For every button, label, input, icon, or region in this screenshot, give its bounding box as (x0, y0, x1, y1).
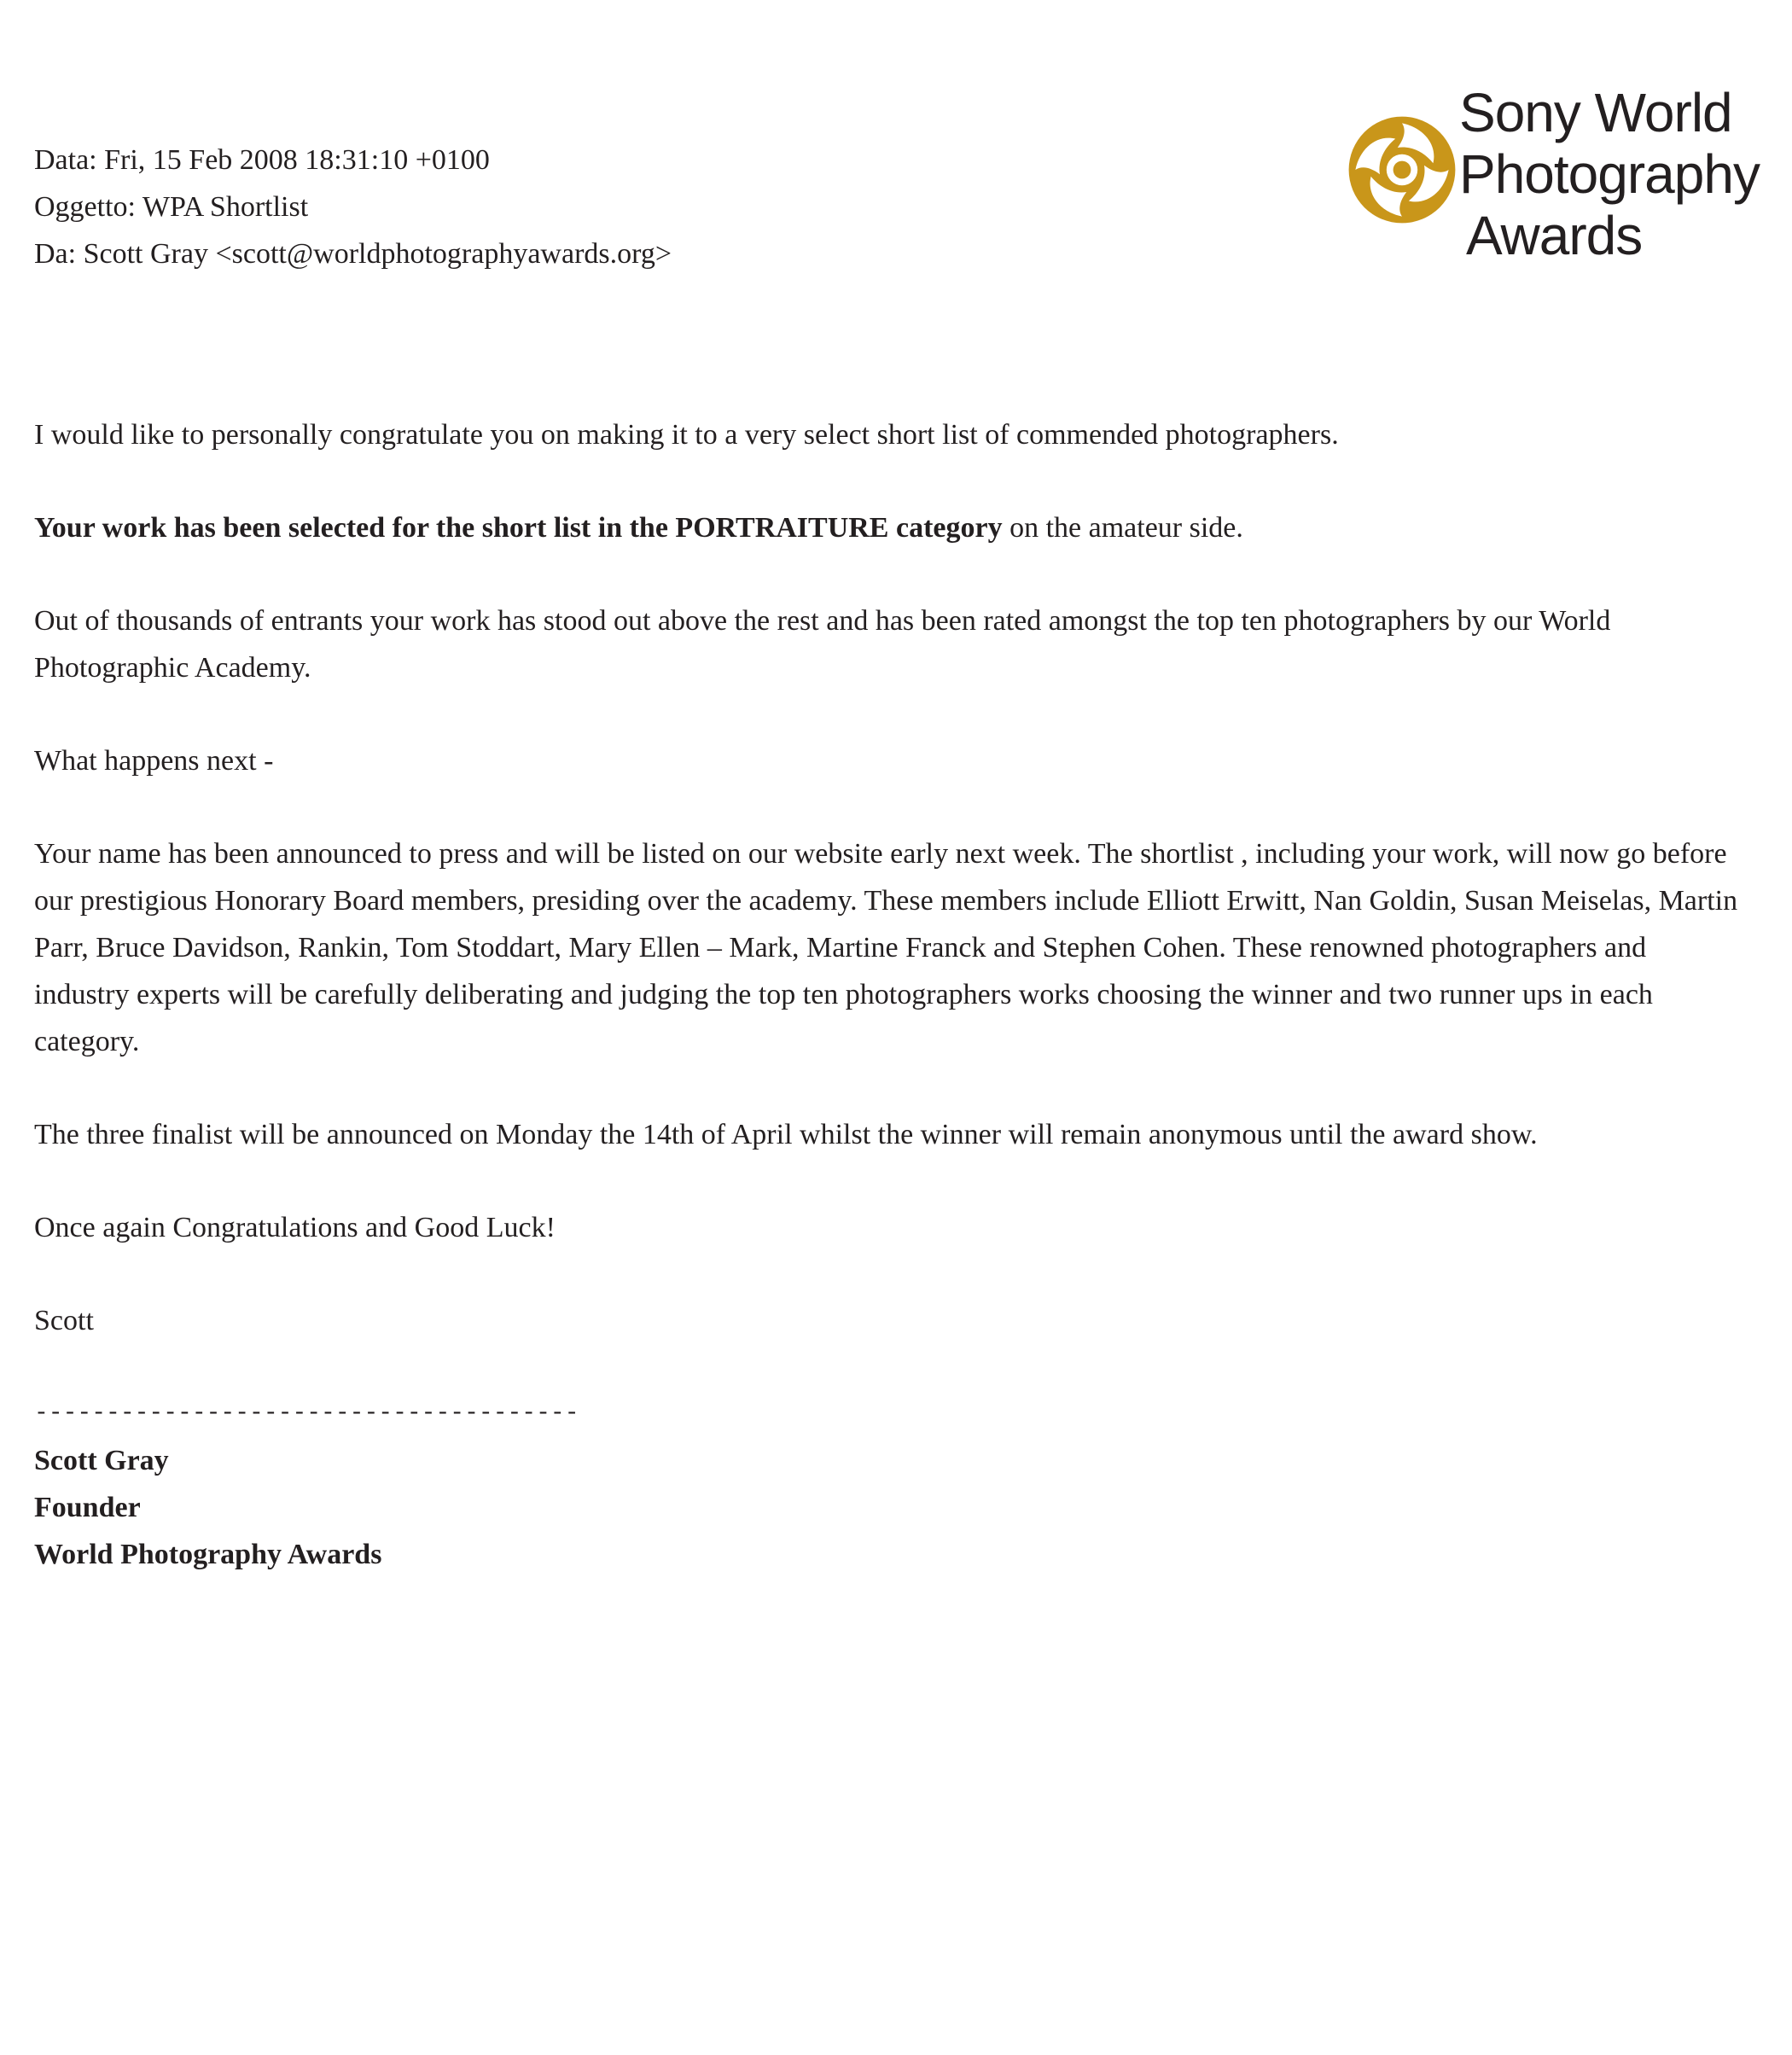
subject-line: Oggetto: WPA Shortlist (34, 191, 309, 223)
email-body (34, 411, 1741, 1578)
logo-line-1: Sony World (1459, 82, 1732, 143)
selection-rest-text: on the amateur side. (1002, 512, 1243, 544)
paragraph-selection (34, 504, 1741, 551)
selection-bold-text: Your work has been selected for the short list in the PORTRAITURE category (34, 512, 1003, 544)
date-line: Data: Fri, 15 Feb 2008 18:31:10 +0100 (34, 144, 490, 176)
signature-block (34, 1390, 1741, 1578)
paragraph-judging: Your name has been announced to press and will be listed on our website early next week. The shortlist , including your work, will now go before our prestigious Honorary Board members, presiding over the academy. These members include Elliott Erwitt, Nan Goldin, Susan Meiselas, Martin Parr, Bruce Davidson, Rankin, Tom Stoddart, Mary Ellen – Mark, Martine Franck and Stephen Cohen. These renowned photographers and industry experts will be carefully deliberating and judging the top ten photographers works choosing the winner and two runner ups in each category. (34, 838, 1738, 1057)
signature-divider: -------------------------------------- (34, 1400, 579, 1427)
paragraph-congratulations: I would like to personally congratulate you on making it to a very select short list of commended photographers. (34, 419, 1339, 451)
aperture-swirl-icon (1347, 114, 1457, 225)
paragraph-ranking: Out of thousands of entrants your work has stood out above the rest and has been rated amongst the top ten photographers by our World Photographic Academy. (34, 605, 1611, 684)
logo-line-2: Photography (1459, 143, 1760, 205)
paragraph-signoff: Scott (34, 1305, 94, 1336)
paragraph-finalists: The three finalist will be announced on Monday the 14th of April whilst the winner will remain anonymous until the award show. (34, 1119, 1538, 1150)
from-line: Da: Scott Gray <scott@worldphotographyawards.org> (34, 238, 672, 270)
signature-org: World Photography Awards (34, 1539, 382, 1570)
paragraph-next-heading: What happens next - (34, 745, 274, 777)
logo-wordmark (1459, 82, 1760, 266)
signature-name: Scott Gray (34, 1445, 169, 1476)
signature-role: Founder (34, 1492, 141, 1523)
sony-world-photography-awards-logo (1347, 82, 1790, 270)
email-header (34, 137, 672, 277)
logo-line-3: Awards (1466, 205, 1643, 266)
paragraph-good-luck: Once again Congratulations and Good Luck! (34, 1212, 556, 1243)
